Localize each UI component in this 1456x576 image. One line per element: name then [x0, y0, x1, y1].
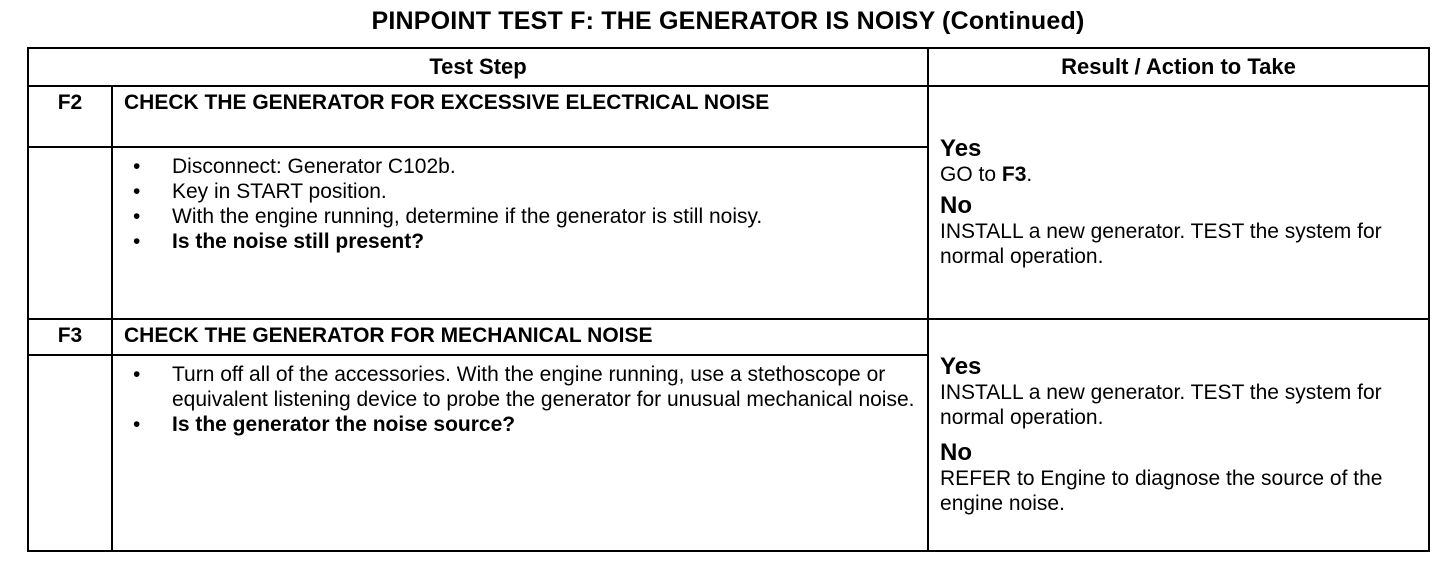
list-item: • Key in START position. [133, 180, 387, 203]
yes-label: Yes [940, 135, 982, 162]
step-question: • Is the generator the noise source? [133, 413, 516, 436]
step-heading: CHECK THE GENERATOR FOR MECHANICAL NOISE [112, 319, 928, 355]
goto-target: F3 [1001, 163, 1027, 186]
yes-action: INSTALL a new generator. TEST the system for normal operation. [940, 381, 1382, 429]
step-f2-result [928, 86, 1429, 319]
step-f3-heading-row [28, 319, 1429, 355]
step-instructions [112, 355, 928, 551]
step-f3-result [928, 319, 1429, 551]
table-header-row [28, 48, 1429, 86]
step-instructions [112, 147, 928, 319]
no-action: INSTALL a new generator. TEST the system for normal operation. [940, 220, 1382, 268]
result-action-header: Result / Action to Take [928, 48, 1429, 86]
step-f2-heading-row [28, 86, 1429, 147]
step-question: • Is the noise still present? [133, 230, 425, 253]
no-label: No [940, 192, 973, 219]
list-item: • With the engine running, determine if the generator is still noisy. [133, 205, 763, 228]
yes-label: Yes [940, 353, 982, 380]
step-id: F2 [28, 86, 112, 147]
step-id: F3 [28, 319, 112, 355]
pinpoint-test-table [27, 47, 1430, 552]
list-item: • Disconnect: Generator C102b. [133, 155, 456, 178]
test-step-header: Test Step [28, 48, 928, 86]
step-heading: CHECK THE GENERATOR FOR EXCESSIVE ELECTRICAL NOISE [112, 86, 928, 147]
list-item: • Turn off all of the accessories. With the engine running, use a stethoscope or equivalent listening device to probe the generator for unusual mechanical noise. [133, 363, 915, 411]
yes-action: GO to F3. [940, 163, 1033, 186]
page-title: PINPOINT TEST F: THE GENERATOR IS NOISY (Continued) [371, 7, 1085, 35]
no-action: REFER to Engine to diagnose the source of the engine noise. [940, 467, 1383, 515]
no-label: No [940, 439, 973, 466]
